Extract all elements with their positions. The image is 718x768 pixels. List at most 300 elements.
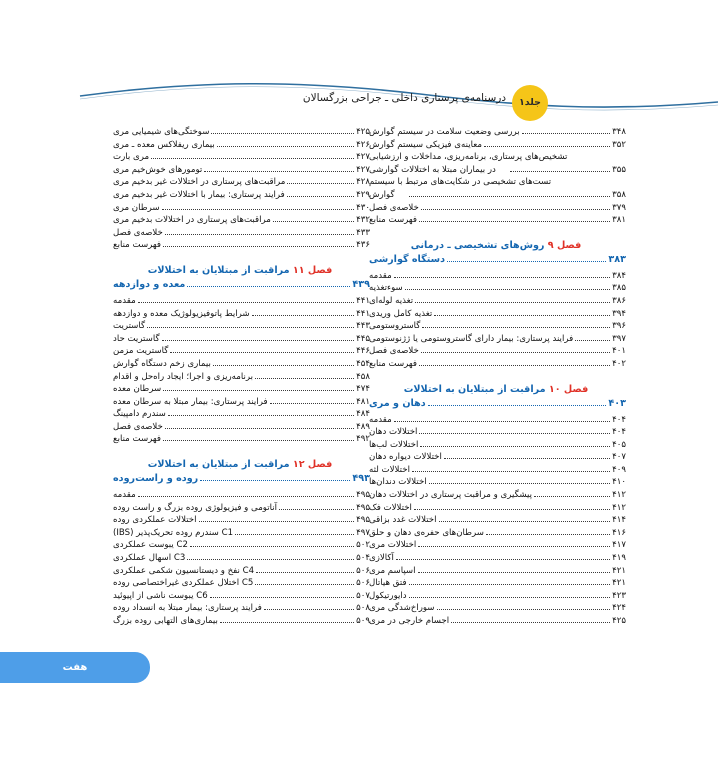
toc-entry-title: خلاصه‌ی فصل: [113, 421, 163, 432]
toc-entry-page: ۵۰۸: [356, 603, 370, 614]
toc-entry-title: فرایند پرستاری: بیمار مبتلا به انسداد روده: [113, 603, 262, 614]
toc-entry-page: ۴۴۱: [356, 308, 370, 319]
leader-dots: [213, 365, 354, 366]
toc-entry-page: ۴۴۶: [356, 346, 370, 357]
leader-dots: [273, 221, 354, 222]
toc-entry[interactable]: [366, 139, 626, 152]
toc-entry-page: ۳۹۶: [612, 321, 626, 332]
leader-dots: [163, 390, 354, 391]
toc-entry-title: گاستریت مزمن: [113, 346, 169, 357]
toc-entry-title: آناتومی و فیزیولوژی روده بزرگ و راست روده: [113, 502, 278, 513]
toc-entry-title: تغذیه کامل وریدی: [369, 308, 433, 319]
leader-dots: [418, 572, 611, 573]
leader-dots: [287, 196, 354, 197]
toc-entry-title: گاستریت حاد: [113, 333, 160, 344]
toc-entry-title: مقدمه: [369, 414, 392, 425]
toc-entry-page: ۳۵۲: [612, 139, 626, 150]
leader-dots: [252, 315, 355, 316]
leader-dots: [187, 559, 354, 560]
toc-entry-page: ۳۵۸: [612, 189, 626, 200]
leader-dots: [270, 403, 355, 404]
toc-entry[interactable]: [366, 489, 626, 502]
toc-entry[interactable]: [366, 514, 626, 527]
chapter-title: مراقبت از مبتلایان به اختلالات: [147, 459, 290, 471]
chapter-page: ۳۸۳: [608, 253, 626, 265]
toc-entry[interactable]: [110, 527, 370, 540]
leader-dots: [204, 171, 354, 172]
toc-entry[interactable]: [366, 358, 626, 371]
leader-dots: [138, 302, 354, 303]
leader-dots: [418, 546, 610, 547]
toc-entry[interactable]: [366, 282, 626, 295]
toc-entry-title: مقدمه: [369, 270, 392, 281]
leader-dots: [451, 622, 610, 623]
toc-entry-title: در بیماران مبتلا به اختلالات گوارشی: [369, 164, 496, 175]
toc-entry-title: اختلالات دیواره دهان: [369, 452, 442, 463]
toc-entry[interactable]: [110, 602, 370, 615]
toc-entry[interactable]: [366, 577, 626, 590]
chapter-title: روش‌های تشخیصی ـ درمانی: [410, 239, 545, 251]
toc-entry-page: ۴۳۲: [356, 215, 370, 226]
leader-dots: [439, 521, 611, 522]
leader-dots: [199, 521, 355, 522]
toc-entry[interactable]: [366, 476, 626, 489]
toc-entry-page: ۳۹۷: [612, 333, 626, 344]
leader-dots: [211, 133, 354, 134]
toc-entry-page: ۴۵۴: [356, 358, 370, 369]
toc-entry-title: سندرم دامپینگ: [113, 409, 166, 420]
toc-entry-page: ۵۰۶: [356, 565, 370, 576]
toc-entry-title: مراقبت‌های پرستاری در اختلالات بدخیم مری: [113, 215, 271, 226]
toc-entry-title: اختلالات دندان‌ها: [369, 477, 427, 488]
leader-dots: [168, 415, 354, 416]
chapter-page: ۴۳۹: [352, 278, 370, 290]
toc-entry-page: ۴۱۲: [612, 490, 626, 501]
toc-entry-page: ۵۰۴: [356, 553, 370, 564]
toc-entry-title: خلاصه‌ی فصل: [369, 346, 419, 357]
toc-entry-title: فرایند پرستاری: بیمار با اختلالات غیر بدخیم مری: [113, 189, 285, 200]
chapter-title-cont: معده و دوازدهه: [113, 278, 186, 290]
chapter-heading-10[interactable]: [366, 383, 626, 411]
chapter-heading-line2: [110, 472, 370, 486]
toc-entry-page: ۳۷۹: [612, 202, 626, 213]
toc-entry[interactable]: [366, 615, 626, 628]
toc-entry-title: سرطان مری: [113, 202, 160, 213]
chapter-title-cont: دهان و مری: [369, 397, 426, 409]
toc-entry[interactable]: [110, 615, 370, 628]
chapter-number: فصل ۱۲: [292, 459, 333, 471]
toc-entry-page: ۴۱۰: [612, 477, 626, 488]
leader-dots: [444, 458, 610, 459]
toc-entry[interactable]: [110, 421, 370, 434]
toc-column-left: [110, 126, 370, 628]
toc-entry[interactable]: [366, 189, 626, 202]
toc-entry-title: برنامه‌ریزی و اجرا؛ ایجاد راه‌حل و اقدام: [113, 371, 253, 382]
chapter-number: فصل ۹: [547, 239, 582, 251]
leader-dots: [170, 352, 354, 353]
toc-entry-page: ۳۸۴: [612, 270, 626, 281]
leader-dots: [420, 446, 610, 447]
toc-entry-title: C6 یبوست ناشی از اپیوئید: [113, 590, 208, 601]
toc-entry-page: ۴۱۴: [612, 515, 626, 526]
toc-entry[interactable]: [110, 320, 370, 333]
toc-entry[interactable]: [110, 189, 370, 202]
leader-dots: [279, 509, 354, 510]
toc-entry-page: ۵۰۹: [356, 616, 370, 626]
toc-entry-page: ۴۱۶: [612, 527, 626, 538]
leader-dots: [210, 597, 354, 598]
toc-entry-page: ۴۲۱: [612, 565, 626, 576]
chapter-title: مراقبت از مبتلایان به اختلالات: [403, 383, 546, 395]
toc-entry[interactable]: [366, 439, 626, 452]
toc-entry[interactable]: [366, 202, 626, 215]
toc-entry[interactable]: [110, 565, 370, 578]
toc-entry-page: ۴۲۳: [612, 590, 626, 601]
toc-entry-title: بیماری ریفلاکس معده ـ مری: [113, 139, 215, 150]
leader-dots: [419, 221, 610, 222]
toc-entry-title: C2 یبوست عملکردی: [113, 540, 188, 551]
toc-entry[interactable]: [366, 214, 626, 227]
toc-entry-title: تست‌های تشخیصی در شکایت‌های مرتبط با سیستم: [369, 177, 552, 188]
toc-entry-title: معاینه‌ی فیزیکی سیستم گوارش: [369, 139, 482, 150]
toc-entry-page: ۴۴۳: [356, 321, 370, 332]
chapter-number: فصل ۱۱: [292, 264, 333, 276]
toc-entry[interactable]: [366, 308, 626, 321]
chapter-heading-line1: [366, 239, 626, 253]
toc-entry-title: اختلالات غدد بزاقی: [369, 515, 437, 526]
leader-dots: [264, 609, 354, 610]
leader-dots: [190, 546, 354, 547]
toc-entry-title: سوختگی‌های شیمیایی مری: [113, 127, 210, 137]
toc-entry[interactable]: [110, 345, 370, 358]
toc-entry-title: اختلالات لب‌ها: [369, 439, 419, 450]
toc-entry-title: بررسی وضعیت سلامت در سیستم گوارش: [369, 127, 520, 137]
toc-entry-title: C5 اختلال عملکردی غیراختصاصی روده: [113, 578, 254, 589]
leader-dots: [162, 209, 355, 210]
volume-badge-label: جلد۱: [518, 97, 542, 109]
toc-entry[interactable]: [110, 502, 370, 515]
toc-entry-page: ۴۸۱: [356, 396, 370, 407]
toc-entry-page: ۴۰۴: [612, 427, 626, 438]
leader-dots: [138, 496, 354, 497]
leader-dots: [235, 534, 354, 535]
toc-entry-page: ۴۰۴: [612, 414, 626, 425]
toc-entry[interactable]: [110, 227, 370, 240]
toc-entry[interactable]: [110, 383, 370, 396]
leader-dots: [396, 559, 610, 560]
toc-entry[interactable]: [110, 295, 370, 308]
toc-entry[interactable]: [110, 151, 370, 164]
toc-entry-title: خلاصه‌ی فصل: [369, 202, 419, 213]
table-of-contents: [0, 126, 718, 646]
toc-entry-page: ۳۹۴: [612, 308, 626, 319]
leader-dots: [412, 471, 610, 472]
leader-dots: [165, 428, 354, 429]
chapter-page: ۴۹۳: [352, 473, 370, 485]
toc-entry-page: ۳۵۵: [612, 164, 626, 175]
leader-dots: [575, 340, 610, 341]
toc-column-right: [366, 126, 626, 628]
leader-dots: [434, 315, 610, 316]
toc-entry-title: C3 اسهال عملکردی: [113, 553, 186, 564]
toc-entry-title: فهرست منابع: [369, 358, 417, 369]
leader-dots: [486, 534, 610, 535]
toc-entry[interactable]: [110, 239, 370, 252]
toc-entry-title: شرایط پاتوفیزیولوژیک معده و دوازدهه: [113, 308, 250, 319]
leader-dots: [163, 246, 354, 247]
toc-entry-title: تومورهای خوش‌خیم مری: [113, 164, 203, 175]
toc-entry-title: اختلالات دهان: [369, 427, 418, 438]
leader-dots: [428, 405, 607, 406]
toc-entry-title: گاستروستومی: [369, 321, 421, 332]
toc-entry[interactable]: [110, 552, 370, 565]
leader-dots: [165, 234, 354, 235]
volume-badge: [512, 85, 548, 121]
leader-dots: [522, 133, 611, 134]
leader-dots: [394, 277, 610, 278]
toc-entry-page: ۴۹۵: [356, 490, 370, 501]
toc-entry-page: ۴۲۵: [612, 616, 626, 626]
toc-entry-title: مقدمه: [113, 490, 136, 501]
toc-entry-page: ۳۴۸: [612, 127, 626, 137]
leader-dots: [421, 209, 610, 210]
toc-entry-page: ۴۴۱: [356, 295, 370, 306]
toc-entry-title: آکالازی: [369, 553, 394, 564]
toc-entry[interactable]: [366, 164, 626, 177]
book-title: درسنامه‌ی پرستاری داخلی ـ جراحی بزرگسالان: [302, 92, 506, 104]
chapter-heading-11[interactable]: [110, 264, 370, 292]
chapter-heading-line1: [110, 264, 370, 278]
toc-entry-page: ۴۰۷: [612, 452, 626, 463]
toc-entry-page: ۴۹۷: [356, 527, 370, 538]
toc-entry[interactable]: [366, 414, 626, 427]
toc-entry-page: ۴۲۴: [612, 603, 626, 614]
toc-entry-page: ۴۲۶: [356, 139, 370, 150]
leader-dots: [414, 509, 610, 510]
chapter-heading-line1: [366, 383, 626, 397]
toc-entry-page: ۴۱۲: [612, 502, 626, 513]
toc-entry-title: پیشگیری و مراقبت پرستاری در اختلالات دهان: [369, 490, 532, 501]
toc-entry[interactable]: [110, 371, 370, 384]
toc-entry[interactable]: [110, 514, 370, 527]
leader-dots: [447, 261, 606, 262]
toc-entry-title: تشخیص‌های پرستاری، برنامه‌ریزی، مداخلات و ارزشیابی: [369, 152, 568, 163]
toc-entry[interactable]: [366, 451, 626, 464]
toc-entry-title: فهرست منابع: [113, 240, 161, 251]
toc-entry-page: ۵۰۲: [356, 540, 370, 551]
leader-dots: [534, 496, 610, 497]
toc-entry-title: اسپاسم مری: [369, 565, 416, 576]
leader-dots: [256, 572, 354, 573]
toc-entry[interactable]: [366, 176, 626, 189]
toc-entry-title: تغذیه لوله‌ای: [369, 295, 414, 306]
toc-entry[interactable]: [366, 126, 626, 139]
toc-entry[interactable]: [110, 358, 370, 371]
toc-entry-page: ۴۸۹: [356, 421, 370, 432]
toc-entry[interactable]: [366, 151, 626, 164]
page-number-label: هفت: [62, 662, 88, 673]
toc-entry[interactable]: [366, 590, 626, 603]
toc-entry-page: ۳۸۱: [612, 215, 626, 226]
toc-entry-page: ۴۳۶: [356, 240, 370, 251]
toc-entry-page: ۴۲۷: [356, 152, 370, 163]
toc-entry[interactable]: [366, 270, 626, 283]
toc-entry-page: ۳۸۶: [612, 295, 626, 306]
toc-entry[interactable]: [366, 539, 626, 552]
leader-dots: [187, 286, 350, 287]
toc-entry[interactable]: [110, 396, 370, 409]
toc-entry-page: ۴۲۹: [356, 189, 370, 200]
toc-entry-title: بیماری‌های التهابی روده بزرگ: [113, 616, 218, 626]
leader-dots: [163, 440, 354, 441]
toc-entry[interactable]: [366, 527, 626, 540]
toc-entry-title: اجسام خارجی در مری: [369, 616, 450, 626]
toc-entry[interactable]: [110, 126, 370, 139]
chapter-number: فصل ۱۰: [548, 383, 589, 395]
toc-entry-page: ۴۳۰: [356, 202, 370, 213]
toc-entry-page: ۴۱۷: [612, 540, 626, 551]
toc-entry-title: خلاصه‌ی فصل: [113, 227, 163, 238]
toc-entry-title: دایورتیکول: [369, 590, 407, 601]
toc-entry-title: C1 سندرم روده تحریک‌پذیر (IBS): [113, 527, 234, 538]
leader-dots: [484, 146, 610, 147]
toc-entry[interactable]: [110, 489, 370, 502]
toc-entry-page: ۴۵۸: [356, 371, 370, 382]
leader-dots: [255, 584, 354, 585]
chapter-heading-line2: [366, 397, 626, 411]
leader-dots: [162, 340, 355, 341]
toc-entry[interactable]: [110, 333, 370, 346]
leader-dots: [409, 584, 611, 585]
toc-entry-page: ۴۳۳: [356, 227, 370, 238]
leader-dots: [429, 483, 610, 484]
toc-entry-title: فهرست منابع: [369, 215, 417, 226]
toc-entry-title: مری بارت: [113, 152, 150, 163]
toc-entry[interactable]: [366, 464, 626, 477]
toc-entry[interactable]: [366, 552, 626, 565]
toc-entry-page: ۳۸۵: [612, 283, 626, 294]
leader-dots: [409, 196, 611, 197]
leader-dots: [419, 365, 610, 366]
chapter-heading-line2: [110, 278, 370, 292]
toc-entry[interactable]: [110, 202, 370, 215]
toc-entry-title: فرایند پرستاری: بیمار مبتلا به سرطان معده: [113, 396, 268, 407]
toc-entry-page: ۴۰۲: [612, 358, 626, 369]
chapter-heading-12[interactable]: [110, 458, 370, 486]
toc-entry-page: ۴۴۵: [356, 333, 370, 344]
toc-entry[interactable]: [110, 164, 370, 177]
toc-entry-page: ۴۹۲: [356, 434, 370, 445]
leader-dots: [394, 421, 610, 422]
leader-dots: [421, 352, 610, 353]
chapter-page: ۴۰۳: [608, 397, 626, 409]
toc-entry-title: مقدمه: [113, 295, 136, 306]
toc-entry-title: اختلالات فک: [369, 502, 412, 513]
toc-entry-title: سوءتغذیه: [369, 283, 403, 294]
leader-dots: [437, 609, 611, 610]
toc-entry-page: ۴۲۵: [356, 127, 370, 137]
toc-entry-page: ۴۱۹: [612, 553, 626, 564]
chapter-title-cont: روده و راست‌روده: [113, 473, 199, 485]
chapter-title-cont: دستگاه گوارشی: [369, 253, 446, 265]
toc-entry-page: ۵۰۶: [356, 578, 370, 589]
toc-entry[interactable]: [366, 333, 626, 346]
leader-dots: [287, 183, 354, 184]
toc-entry[interactable]: [110, 214, 370, 227]
toc-entry-title: گاستریت: [113, 321, 146, 332]
leader-dots: [147, 327, 354, 328]
toc-entry-title: اختلالات لثه: [369, 464, 410, 475]
toc-entry[interactable]: [366, 345, 626, 358]
chapter-heading-line1: [110, 458, 370, 472]
toc-entry-title: فهرست منابع: [113, 434, 161, 445]
leader-dots: [220, 622, 354, 623]
leader-dots: [255, 378, 354, 379]
toc-entry[interactable]: [110, 539, 370, 552]
toc-entry[interactable]: [110, 176, 370, 189]
toc-entry[interactable]: [110, 433, 370, 446]
toc-entry-page: ۴۸۴: [356, 409, 370, 420]
toc-entry[interactable]: [366, 502, 626, 515]
leader-dots: [405, 289, 610, 290]
leader-dots: [419, 433, 610, 434]
toc-entry[interactable]: [110, 577, 370, 590]
toc-entry-page: ۴۹۵: [356, 502, 370, 513]
toc-entry-page: ۴۰۹: [612, 464, 626, 475]
leader-dots: [510, 171, 610, 172]
leader-dots: [415, 302, 610, 303]
chapter-heading-9[interactable]: [366, 239, 626, 267]
toc-entry-page: ۴۰۱: [612, 346, 626, 357]
toc-entry-title: C4 نفخ و دیستانسیون شکمی عملکردی: [113, 565, 255, 576]
toc-entry-page: ۵۰۷: [356, 590, 370, 601]
chapter-heading-line2: [366, 253, 626, 267]
toc-entry[interactable]: [366, 602, 626, 615]
leader-dots: [422, 327, 610, 328]
toc-entry-title: فرایند پرستاری: بیمار دارای گاستروستومی یا ژژنوستومی: [369, 333, 574, 344]
toc-entry-page: ۴۹۵: [356, 515, 370, 526]
toc-entry[interactable]: [366, 320, 626, 333]
toc-entry-page: ۴۰۵: [612, 439, 626, 450]
page-number-tab: [0, 652, 150, 683]
toc-entry-title: سرطان‌های حفره‌ی دهان و حلق: [369, 527, 484, 538]
toc-entry-page: ۴۲۸: [356, 177, 370, 188]
toc-entry-title: سرطان معده: [113, 384, 162, 395]
toc-entry[interactable]: [110, 308, 370, 321]
toc-entry-title: اختلالات مری: [369, 540, 417, 551]
leader-dots: [409, 597, 611, 598]
toc-entry-title: اختلالات عملکردی روده: [113, 515, 197, 526]
toc-entry-page: ۴۲۱: [612, 578, 626, 589]
toc-entry-title: مراقبت‌های پرستاری در اختلالات غیر بدخیم مری: [113, 177, 286, 188]
toc-entry-title: سوراخ‌شدگی مری: [369, 603, 435, 614]
toc-entry[interactable]: [110, 139, 370, 152]
toc-entry-title: بیماری زخم دستگاه گوارش: [113, 358, 211, 369]
leader-dots: [200, 480, 350, 481]
toc-entry[interactable]: [110, 408, 370, 421]
toc-entry[interactable]: [366, 426, 626, 439]
leader-dots: [217, 146, 354, 147]
toc-entry[interactable]: [366, 565, 626, 578]
toc-entry-title: گوارش: [369, 189, 395, 200]
toc-entry-page: ۴۷۴: [356, 384, 370, 395]
toc-entry-title: فتق هیاتال: [369, 578, 407, 589]
chapter-title: مراقبت از مبتلایان به اختلالات: [147, 264, 290, 276]
toc-entry[interactable]: [110, 590, 370, 603]
toc-entry[interactable]: [366, 295, 626, 308]
toc-entry-page: ۴۲۷: [356, 164, 370, 175]
leader-dots: [151, 158, 354, 159]
